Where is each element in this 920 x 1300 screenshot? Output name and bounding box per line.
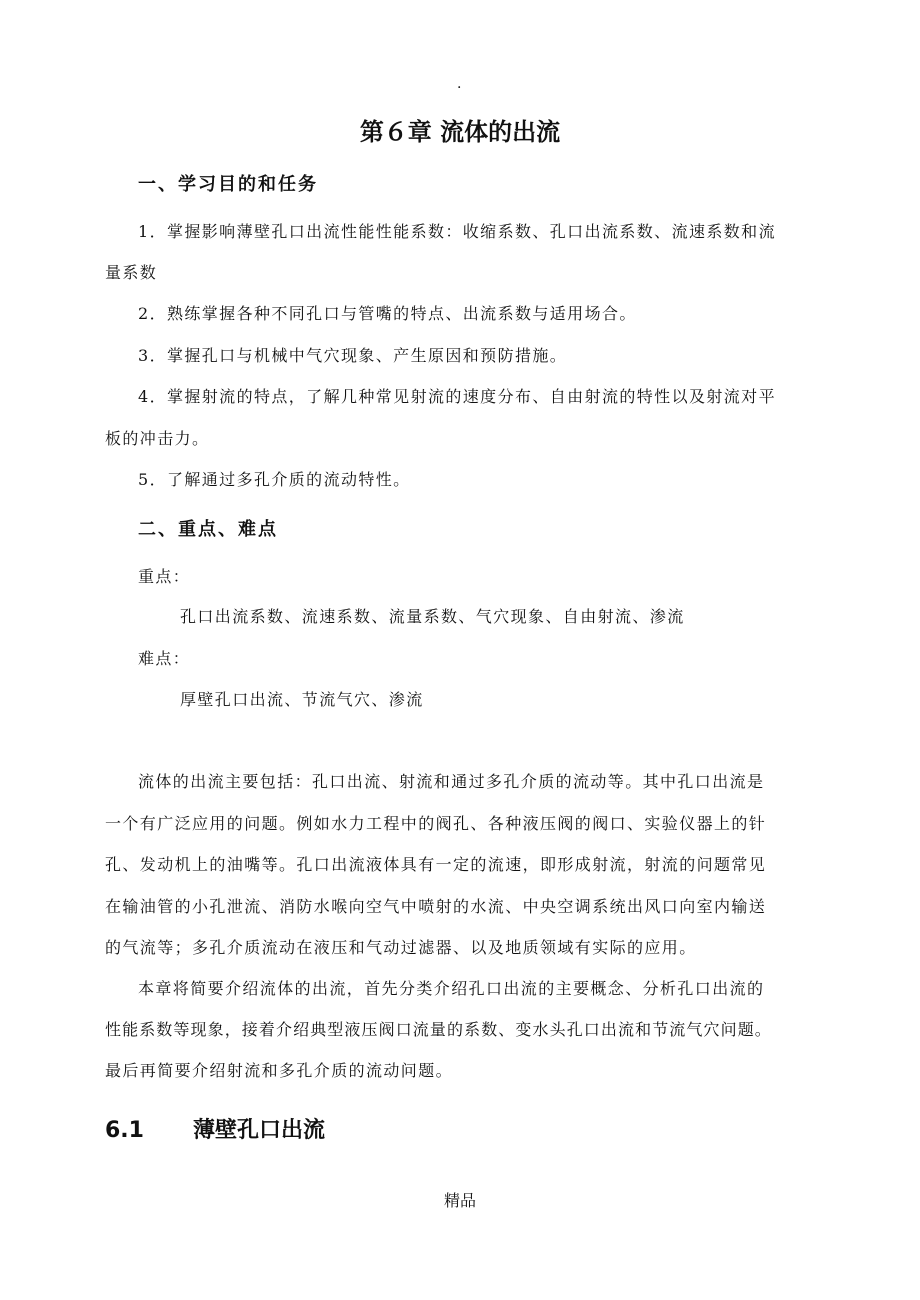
difficult-points-content: 厚壁孔口出流、节流气穴、渗流 (180, 690, 424, 709)
objective-5: 5．了解通过多孔介质的流动特性。 (138, 470, 411, 489)
intro-p2-line3: 最后再简要介绍射流和多孔介质的流动问题。 (105, 1061, 454, 1080)
difficult-points-label: 难点： (138, 649, 191, 668)
objective-1-line1: 1．掌握影响薄壁孔口出流性能性能系数：收缩系数、孔口出流系数、流速系数和流 (138, 222, 776, 241)
page-footer: 精品 (443, 1191, 476, 1210)
objective-4-line1: 4．掌握射流的特点，了解几种常见射流的速度分布、自由射流的特性以及射流对平 (138, 387, 776, 406)
objective-2: 2．熟练掌握各种不同孔口与管嘴的特点、出流系数与适用场合。 (138, 304, 637, 323)
section-6-1-heading (105, 1113, 325, 1144)
objective-3: 3．掌握孔口与机械中气穴现象、产生原因和预防措施。 (138, 346, 568, 365)
header-mark: · (457, 80, 462, 96)
objective-1-line2: 量系数 (105, 263, 158, 282)
intro-p1-line2: 一个有广泛应用的问题。例如水力工程中的阀孔、各种液压阀的阀口、实验仪器上的针 (105, 814, 767, 833)
section-title: 薄壁孔口出流 (193, 1118, 326, 1143)
objective-4-line2: 板的冲击力。 (105, 429, 210, 448)
intro-p1-line1: 流体的出流主要包括：孔口出流、射流和通过多孔介质的流动等。其中孔口出流是 (138, 772, 765, 791)
section-number: 6.1 (105, 1118, 144, 1143)
key-points-label: 重点： (138, 567, 191, 586)
chapter-title: 第６章 流体的出流 (359, 118, 561, 146)
intro-p2-line1: 本章将简要介绍流体的出流，首先分类介绍孔口出流的主要概念、分析孔口出流的 (138, 979, 765, 998)
section2-heading: 二、重点、难点 (138, 519, 278, 540)
intro-p2-line2: 性能系数等现象，接着介绍典型液压阀口流量的系数、变水头孔口出流和节流气穴问题。 (105, 1020, 772, 1039)
intro-p1-line4: 在输油管的小孔泄流、消防水喉向空气中喷射的水流、中央空调系统出风口向室内输送 (105, 897, 767, 916)
intro-p1-line3: 孔、发动机上的油嘴等。孔口出流液体具有一定的流速，即形成射流，射流的问题常见 (105, 855, 767, 874)
section1-heading: 一、学习目的和任务 (138, 174, 318, 195)
intro-p1-line5: 的气流等；多孔介质流动在液压和气动过滤器、以及地质领域有实际的应用。 (105, 938, 697, 957)
key-points-content: 孔口出流系数、流速系数、流量系数、气穴现象、自由射流、渗流 (180, 607, 685, 626)
